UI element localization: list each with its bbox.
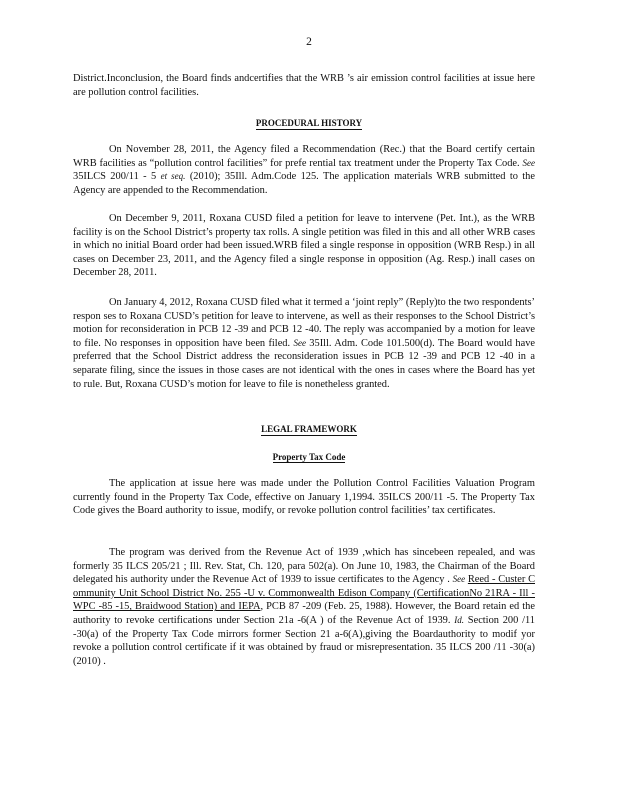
intro-paragraph: District.Inconclusion, the Board finds andcertifies that the WRB ’s air emission control facilities at issue here are pollution control facilities. <box>73 73 535 98</box>
property-tax-code-subheading: Property Tax Code <box>272 452 346 462</box>
paragraph-joint-reply: On January 4, 2012, Roxana CUSD filed what it termed a ‘joint reply” (Reply)to the two respondents’ respon ses to Roxana CUSD’s petition for leave to intervene, as well as their responses to the School District’s motion for reconsideration in PCB 12 -39 and PCB 12 -40. The reply was accompanied by a motion for leave to file. No responses in opposition have been filed. See 35Ill. Adm. Code 101.500(d). The Board would have preferred that the School District address the reconsideration issues in PCB 12 -39 and PCB 12 -40 in a separate filing, since the issues in those cases are not identical with the ones in cases where the Board has yet to rule. But, Roxana CUSD’s motion for leave to file is nonetheless granted. <box>73 297 536 390</box>
page-number: 2 <box>306 36 312 48</box>
paragraph-application: The application at issue here was made under the Pollution Control Facilities Valuation Program currently found in the Property Tax Code, effective on January 1,1994. 35ILCS 200/11 -5. The Property Tax Code gives the Board authority to issue, modify, or revoke pollution control facilities’ tax certificates. <box>73 478 535 517</box>
legal-framework-heading: LEGAL FRAMEWORK <box>261 424 357 434</box>
paragraph-recommendation: On November 28, 2011, the Agency filed a Recommendation (Rec.) that the Board certify certain WRB facilities as “pollution control facilities” for prefe rential tax treatment under the Property Tax Code. See 35ILCS 200/11 - 5 et seq. (2010); 35Ill. Adm.Code 125. The application materials WRB submitted to the Agency are appended to the Recommendation. <box>73 144 535 196</box>
procedural-history-heading: PROCEDURAL HISTORY <box>255 118 363 128</box>
paragraph-program: The program was derived from the Revenue Act of 1939 ,which has sincebeen repealed, and was formerly 35 ILCS 205/21 ; Ill. Rev. Stat, Ch. 120, para 502(a). On June 10, 1983, the Chairman of the Board delegated his authority under the Revenue Act of 1939 to issue certificates to the Agency . See Reed - Custer C ommunity Unit School District No. 255 -U v. Commonwealth Edison Company (CertificationNo 21RA - Ill -WPC -85 -15, Braidwood Station) and IEPA, PCB 87 -209 (Feb. 25, 1988). However, the Board retain ed the authority to revoke certifications under Section 21a -6(A ) of the Revenue Act of 1939. Id. Section 200 /11 -30(a) of the Property Tax Code mirrors former Section 21 a-6(A),giving the Boardauthority to modif yor revoke a pollution control certificate if it was obtained by fraud or misrepresentation. 35 ILCS 200 /11 -30(a) (2010) . <box>73 547 535 667</box>
case-citation: Reed - Custer C ommunity Unit School District No. 255 -U v. Commonwealth Edison Company (CertificationNo 21RA - Ill -WPC -85 -15, Braidwood Station) and IEPA <box>73 574 535 613</box>
paragraph-petition: On December 9, 2011, Roxana CUSD filed a petition for leave to intervene (Pet. Int.), as the WRB facility is on the School District’s property tax rolls. A single petition was filed in this and all other WRB cases in which no initial Board order had been issued.WRB filed a single response in opposition (WRB Resp.) in all cases on December 23, 2011, and the Agency filed a single response in opposition (Ag. Resp.) inall cases on December 28, 2011. <box>73 213 535 279</box>
